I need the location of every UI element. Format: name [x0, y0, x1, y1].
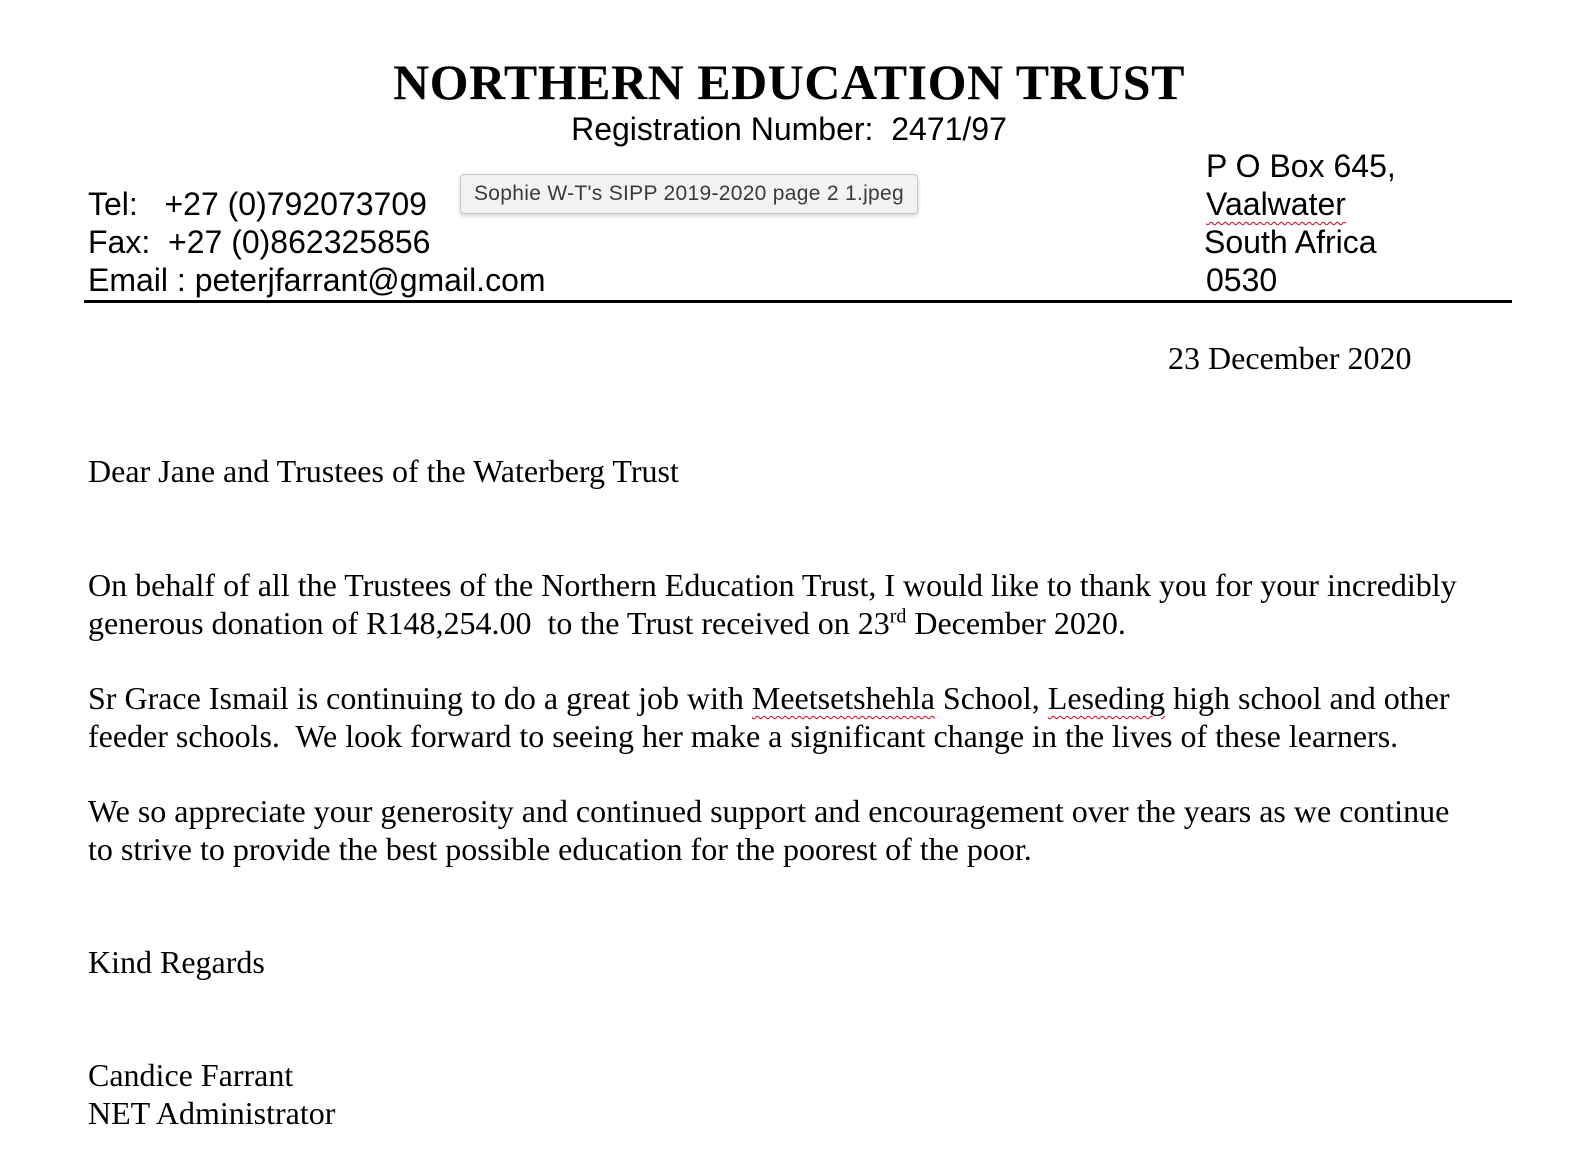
filename-tooltip: Sophie W-T's SIPP 2019-2020 page 2 1.jpeg — [460, 174, 918, 214]
header-divider — [84, 300, 1512, 303]
signer-name: Candice Farrant — [88, 1057, 294, 1093]
address-po-box: P O Box 645, — [1206, 148, 1396, 184]
update-text-a: Sr Grace Ismail is continuing to do a great job with — [88, 680, 752, 716]
closing-text: Kind Regards — [88, 944, 265, 980]
closing — [88, 943, 1528, 981]
paragraph-thanks-line-2 — [88, 604, 1528, 642]
organization-name: NORTHERN EDUCATION TRUST — [393, 54, 1185, 110]
registration-label: Registration Number: — [571, 111, 874, 147]
paragraph-appreciation-line-1: We so appreciate your generosity and continued support and encouragement over the years as we continue — [88, 793, 1450, 829]
address-town: Vaalwater — [1206, 186, 1346, 222]
paragraph-update — [88, 679, 1528, 755]
contact-tel: Tel: +27 (0)792073709 — [88, 186, 427, 222]
paragraph-update-line-1 — [88, 679, 1528, 717]
contact-email: Email : peterjfarrant@gmail.com — [88, 262, 546, 298]
signature-block — [88, 1056, 1528, 1132]
donation-date-text: December 2020. — [906, 605, 1126, 641]
contact-fax: Fax: +27 (0)862325856 — [88, 224, 431, 260]
update-text-b: School, — [934, 680, 1048, 716]
paragraph-appreciation — [88, 792, 1528, 868]
school-name-leseding: Leseding — [1047, 680, 1166, 716]
address-country: South Africa — [1204, 224, 1377, 260]
paragraph-appreciation-line-2: to strive to provide the best possible education for the poorest of the poor. — [88, 831, 1032, 867]
salutation — [88, 452, 1528, 490]
address-postcode: 0530 — [1206, 262, 1278, 298]
donation-text: generous donation of R148,254.00 to the Trust received on 23 — [88, 605, 890, 641]
paragraph-thanks-line-1: On behalf of all the Trustees of the Northern Education Trust, I would like to thank you for your incredibly — [88, 567, 1457, 603]
registration-number: 2471/97 — [891, 111, 1007, 147]
update-text-c: high school and other — [1165, 680, 1450, 716]
registration-line — [0, 110, 1578, 148]
signer-title: NET Administrator — [88, 1095, 336, 1131]
paragraph-thanks — [88, 566, 1528, 642]
paragraph-update-line-2: feeder schools. We look forward to seeing her make a significant change in the lives of these learners. — [88, 718, 1399, 754]
letter-date: 23 December 2020 — [1168, 340, 1412, 376]
salutation-text: Dear Jane and Trustees of the Waterberg Trust — [88, 453, 679, 489]
ordinal-suffix: rd — [889, 605, 907, 628]
school-name-meetsetshehla: Meetsetshehla — [751, 680, 935, 716]
